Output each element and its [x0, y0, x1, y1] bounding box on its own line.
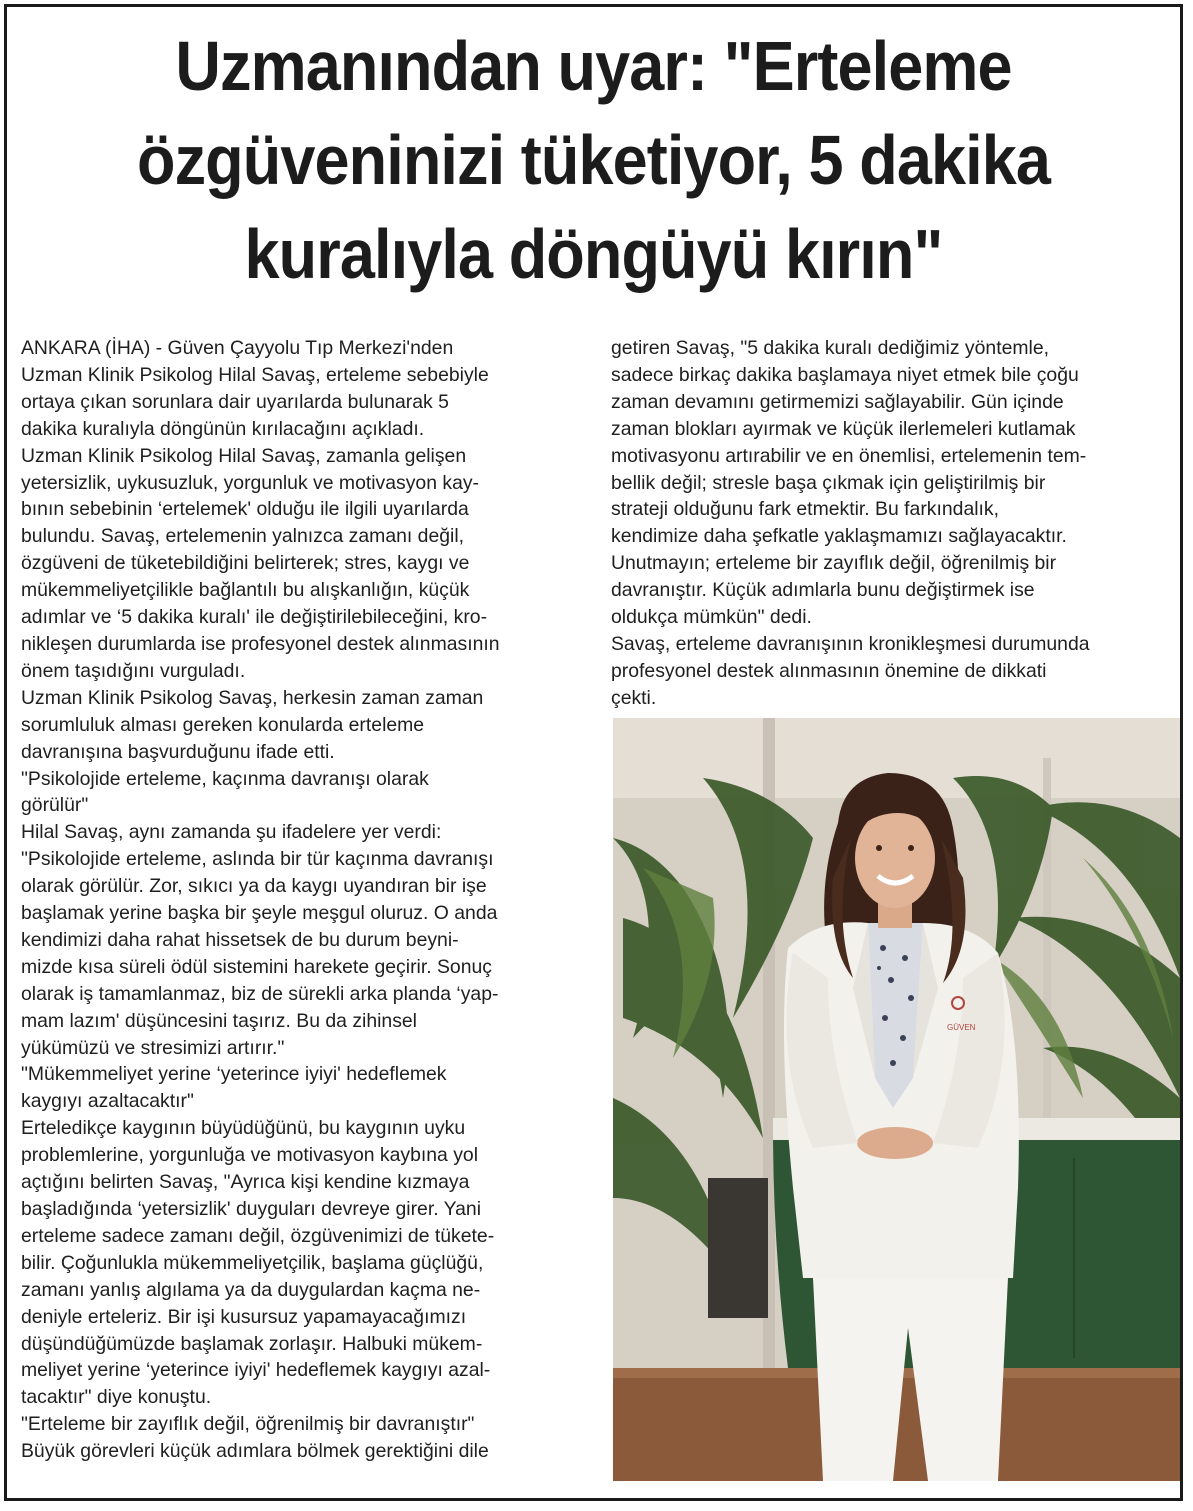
headline	[84, 19, 1104, 301]
article-line: başlamak yerine başka bir şeyle meşgul oluruz. O anda	[21, 902, 498, 925]
article-line: adımlar ve ‘5 dakika kuralı' ile değiştirilebileceğini, kro-	[21, 606, 488, 629]
article-line: olarak iş tamamlanmaz, biz de sürekli arka planda ‘yap-	[21, 982, 499, 1005]
article-line: Hilal Savaş, aynı zamanda şu ifadelere yer verdi:	[21, 821, 442, 844]
article-right-column	[611, 335, 1178, 712]
article-line: kaygıyı azaltacaktır"	[21, 1090, 194, 1113]
article-line: düşündüğümüzde başlamak zorlaşır. Halbuki mükem-	[21, 1332, 483, 1355]
article-line: Uzman Klinik Psikolog Hilal Savaş, zamanla gelişen	[21, 444, 467, 467]
headline-line: kuralıyla döngüyü kırın"	[244, 215, 943, 293]
article-line: Uzman Klinik Psikolog Hilal Savaş, erteleme sebebiyle	[21, 363, 489, 386]
article-line: Erteledikçe kaygının büyüdüğünü, bu kaygının uyku	[21, 1117, 466, 1140]
article-line: görülür"	[21, 794, 89, 817]
article-line: bının sebebinin ‘ertelemek' olduğu ile ilgili uyarılarda	[21, 498, 469, 521]
article-line: bilir. Çoğunlukla mükemmeliyetçilik, başlama güçlüğü,	[21, 1251, 484, 1274]
article-line: Unutmayın; erteleme bir zayıflık değil, öğrenilmiş bir	[611, 552, 1057, 575]
article-line: ortaya çıkan sorunlara dair uyarılarda bulunarak 5	[21, 390, 449, 413]
article-line: "Erteleme bir zayıflık değil, öğrenilmiş bir davranıştır"	[21, 1413, 475, 1436]
article-line: sorumluluk alması gereken konularda erteleme	[21, 713, 425, 736]
article-line: özgüveni de tüketebildiğini belirterek; stres, kaygı ve	[21, 552, 470, 575]
article-line: zamanı yanlış algılama ya da duygulardan kaçma ne-	[21, 1278, 481, 1301]
article-line: "Mükemmeliyet yerine ‘yeterince iyiyi' hedeflemek	[21, 1063, 447, 1086]
article-line: mam lazım' düşüncesini taşırız. Bu da zihinsel	[21, 1009, 417, 1032]
photo-psychologist-portrait	[613, 718, 1180, 1481]
article-line: zaman devamını getirmemizi sağlayabilir. Gün içinde	[611, 390, 1064, 413]
article-line: bulundu. Savaş, ertelemenin yalnızca zamanı değil,	[21, 525, 465, 548]
article-line: meliyet yerine ‘yeterince iyiyi' hedeflemek kaygıyı azal-	[21, 1359, 491, 1382]
headline-line: özgüveninizi tüketiyor, 5 dakika	[137, 121, 1050, 199]
article-line: ANKARA (İHA) - Güven Çayyolu Tıp Merkezi'nden	[21, 337, 454, 359]
coat-badge-text: GÜVEN	[947, 1023, 976, 1032]
article-line: bellik değil; stresle başa çıkmak için geliştirilmiş bir	[611, 471, 1046, 494]
article-line: deniyle erteleriz. Bir işi kusursuz yapamayacağımızı	[21, 1305, 467, 1328]
article-line: mükemmeliyetçilikle bağlantılı bu alışkanlığın, küçük	[21, 579, 470, 602]
article-line: önem taşıdığını vurguladı.	[21, 659, 246, 682]
headline-line: Uzmanından uyar: "Erteleme	[175, 27, 1012, 105]
article-line: strateji olduğunu fark etmektir. Bu farkındalık,	[611, 498, 1000, 521]
article-line: davranıştır. Küçük adımlarla bunu değiştirmek ise	[611, 579, 1035, 602]
article-line: yükümüzü ve stresimizi artırır."	[21, 1036, 285, 1059]
article-line: tacaktır" diye konuştu.	[21, 1386, 212, 1409]
article-line: sadece birkaç dakika başlamaya niyet etmek bile çoğu	[611, 363, 1079, 386]
article-line: oldukça mümkün" dedi.	[611, 606, 812, 629]
article-line: davranışına başvurduğunu ifade etti.	[21, 740, 335, 763]
article-line: nikleşen durumlarda ise profesyonel destek alınmasının	[21, 632, 500, 655]
article-line: problemlerine, yorgunluğa ve motivasyon kaybına yol	[21, 1144, 479, 1167]
article-line: "Psikolojide erteleme, kaçınma davranışı olarak	[21, 767, 429, 790]
article-line: yetersizlik, uykusuzluk, yorgunluk ve motivasyon kay-	[21, 471, 480, 494]
article-line: kendimizi daha rahat hissetsek de bu durum beyni-	[21, 928, 459, 951]
article-line: erteleme sadece zamanı değil, özgüvenimizi de tükete-	[21, 1224, 495, 1247]
article-photo	[613, 718, 1180, 1481]
article-line: kendimize daha şefkatle yaklaşmamızı sağlayacaktır.	[611, 525, 1067, 548]
newspaper-page	[4, 4, 1183, 1501]
article-line: başladığında ‘yetersizlik' duyguları devreye girer. Yani	[21, 1198, 481, 1220]
article-line: zaman blokları ayırmak ve küçük ilerlemeleri kutlamak	[611, 417, 1076, 440]
article-line: olarak görülür. Zor, sıkıcı ya da kaygı uyandıran bir işe	[21, 875, 487, 898]
article-line: profesyonel destek alınmasının önemine de dikkati	[611, 659, 1047, 682]
article-line: Savaş, erteleme davranışının kronikleşmesi durumunda	[611, 632, 1090, 655]
article-line: çekti.	[611, 686, 657, 709]
article-line: "Psikolojide erteleme, aslında bir tür kaçınma davranışı	[21, 848, 494, 871]
article-line: getiren Savaş, "5 dakika kuralı dediğimiz yöntemle,	[611, 337, 1050, 359]
article-line: açtığını belirten Savaş, "Ayrıca kişi kendine kızmaya	[21, 1171, 470, 1194]
article-line: Uzman Klinik Psikolog Savaş, herkesin zaman zaman	[21, 686, 484, 709]
article-line: motivasyonu artırabilir ve en önemlisi, ertelemenin tem-	[611, 444, 1087, 467]
article-left-column	[21, 335, 586, 1465]
article-line: Büyük görevleri küçük adımlara bölmek gerektiğini dile	[21, 1440, 489, 1463]
article-line: mizde kısa süreli ödül sistemini harekete geçirir. Sonuç	[21, 955, 492, 978]
article-line: dakika kuralıyla döngünün kırılacağını açıkladı.	[21, 417, 425, 440]
